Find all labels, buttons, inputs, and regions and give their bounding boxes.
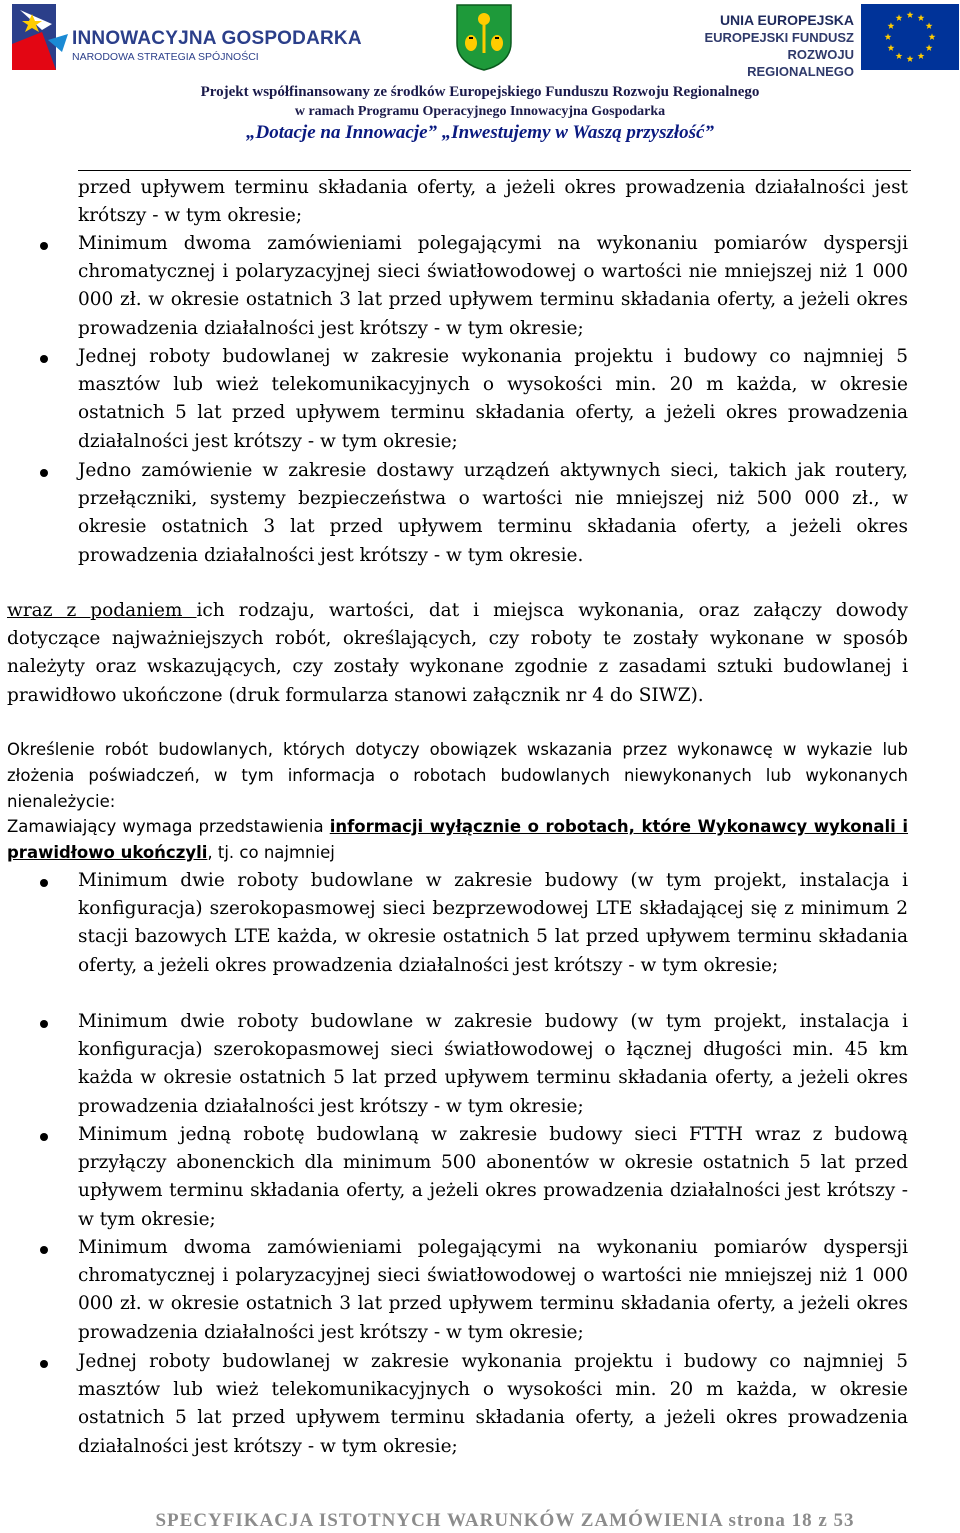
underlined-phrase: wraz z podaniem [7,600,197,621]
list-item-text: Jednej roboty budowlanej w zakresie wykonania projektu i budowy co najmniej 5 masztów lub wież telekomunikacyjnych o wysokości min. 20 m każda, w okresie ostatnich 5 lat przed upływem terminu składania oferty, a jeżeli okres prowadzenia działalności jest krótszy - w tym okresie; [78,1351,908,1457]
list-item [78,1234,908,1347]
paragraph-text: ich rodzaju, wartości, dat i miejsca wykonania, oraz załączy dowody dotyczące najważniejszych robót, określających, czy roboty te zostały wykonane w sposób należyty oraz wskazujących, czy zostały wykonane zgodnie z zasadami sztuki budowlanej i prawidłowo ukończone (druk formularza stanowi załącznik nr 4 do SIWZ). [7,600,908,706]
project-line-1: Projekt współfinansowany ze środków Europejskiego Funduszu Rozwoju Regionalnego [200,84,760,100]
project-line-2: w ramach Programu Operacyjnego Innowacyjna Gospodarka [294,104,666,119]
list-item-text: Minimum dwie roboty budowlane w zakresie budowy (w tym projekt, instalacja i konfiguracja) szerokopasmowej sieci bezprzewodowej LTE składającej się z minimum 2 stacji bazowych LTE każda, w okresie ostatnich 5 lat przed upływem terminu składania oferty, a jeżeli okres prowadzenia działalności jest krótszy - w tym okresie; [78,870,908,976]
paragraph-definition: Określenie robót budowlanych, których dotyczy obowiązek wskazania przez wykonawcę w wykazie lub złożenia poświadczeń, w tym informacja o robotach budowlanych niewykonanych lub wykonanych nienależycie: [7,740,908,811]
bullet-icon [40,1133,48,1141]
bullet-icon [40,1246,48,1254]
list-item [78,1121,908,1234]
list-item-text: Minimum jedną robotę budowlaną w zakresie budowy sieci FTTH wraz z budową przyłączy abonenckich dla minimum 500 abonentów w okresie ostatnich 5 lat przed upływem terminu składania oferty, a jeżeli okres prowadzenia działalności jest krótszy - w tym okresie; [78,1124,908,1230]
bullet-icon [40,879,48,887]
ig-logo-title: INNOWACYJNA GOSPODARKA [72,28,362,49]
requirement-emphasis: informacji wyłącznie o robotach, które Wykonawcy wykonali i prawidłowo ukończyli [7,817,909,862]
eu-logo-line1: UNIA EUROPEJSKA [719,12,854,28]
list-item [78,1008,908,1121]
list-item [78,457,908,570]
eu-logo-line3: ROZWOJU REGIONALNEGO [747,47,854,79]
ig-logo-subtitle: NARODOWA STRATEGIA SPÓJNOŚCI [72,51,259,63]
bullet-icon [40,355,48,363]
list-item-text: Jedno zamówienie w zakresie dostawy urządzeń aktywnych sieci, takich jak routery, przełączniki, systemy bezpieczeństwa o wartości nie mniejszej niż 500 000 zł., w okresie ostatnich 3 lat przed upływem terminu składania oferty, a jeżeli okres prowadzenia działalności jest krótszy - w tym okresie. [78,460,908,566]
ig-flag-icon [12,4,68,70]
eu-logo-line2: EUROPEJSKI FUNDUSZ [704,30,854,45]
eu-flag-icon [861,4,959,70]
paragraph-requirement [7,814,908,866]
list-item [78,867,908,980]
list-item-text: Jednej roboty budowlanej w zakresie wykonania projektu i budowy co najmniej 5 masztów lub wież telekomunikacyjnych o wysokości min. 20 m każda, w okresie ostatnich 5 lat przed upływem terminu składania oferty, a jeżeli okres prowadzenia działalności jest krótszy - w tym okresie; [78,346,908,452]
requirement-end: , tj. co najmniej [207,843,335,862]
bullet-icon [40,242,48,250]
project-slogan: „Dotacje na Innowacje” „Inwestujemy w Waszą przyszłość” [245,122,714,143]
list-item [78,343,908,456]
page-footer: SPECYFIKACJA ISTOTNYCH WARUNKÓW ZAMÓWIENIA strona 18 z 53 [155,1510,855,1531]
requirement-start: Zamawiający wymaga przedstawienia [7,817,330,836]
header-divider [78,170,911,171]
bullet-icon [40,1360,48,1368]
list-item-text: Minimum dwoma zamówieniami polegającymi na wykonaniu pomiarów dyspersji chromatycznej i polaryzacyjnej sieci światłowodowej o wartości nie mniejszej niż 1 000 000 zł. w okresie ostatnich 3 lat przed upływem terminu składania oferty, a jeżeli okres prowadzenia działalności jest krótszy - w tym okresie; [78,233,908,339]
page-header [0,0,960,175]
list-item [78,1348,908,1461]
list-item [78,230,908,343]
list-item-text: Minimum dwoma zamówieniami polegającymi na wykonaniu pomiarów dyspersji chromatycznej i polaryzacyjnej sieci światłowodowej o wartości nie mniejszej niż 1 000 000 zł. w okresie ostatnich 3 lat przed upływem terminu składania oferty, a jeżeli okres prowadzenia działalności jest krótszy - w tym okresie; [78,1237,908,1343]
eu-logo-text [680,12,854,80]
innowacyjna-gospodarka-logo [12,4,362,72]
bullet-icon [40,1020,48,1028]
list-item-text: Minimum dwie roboty budowlane w zakresie budowy (w tym projekt, instalacja i konfiguracja) szerokopasmowej sieci światłowodowej o łącznej długości min. 45 km każda w okresie ostatnich 5 lat przed upływem terminu składania oferty, a jeżeli okres prowadzenia działalności jest krótszy - w tym okresie; [78,1011,908,1117]
coat-of-arms-icon [455,3,513,71]
bullet-icon [40,469,48,477]
paragraph-evidence [7,597,908,710]
continued-paragraph: przed upływem terminu składania oferty, a jeżeli okres prowadzenia działalności jest krótszy - w tym okresie; [78,177,908,227]
